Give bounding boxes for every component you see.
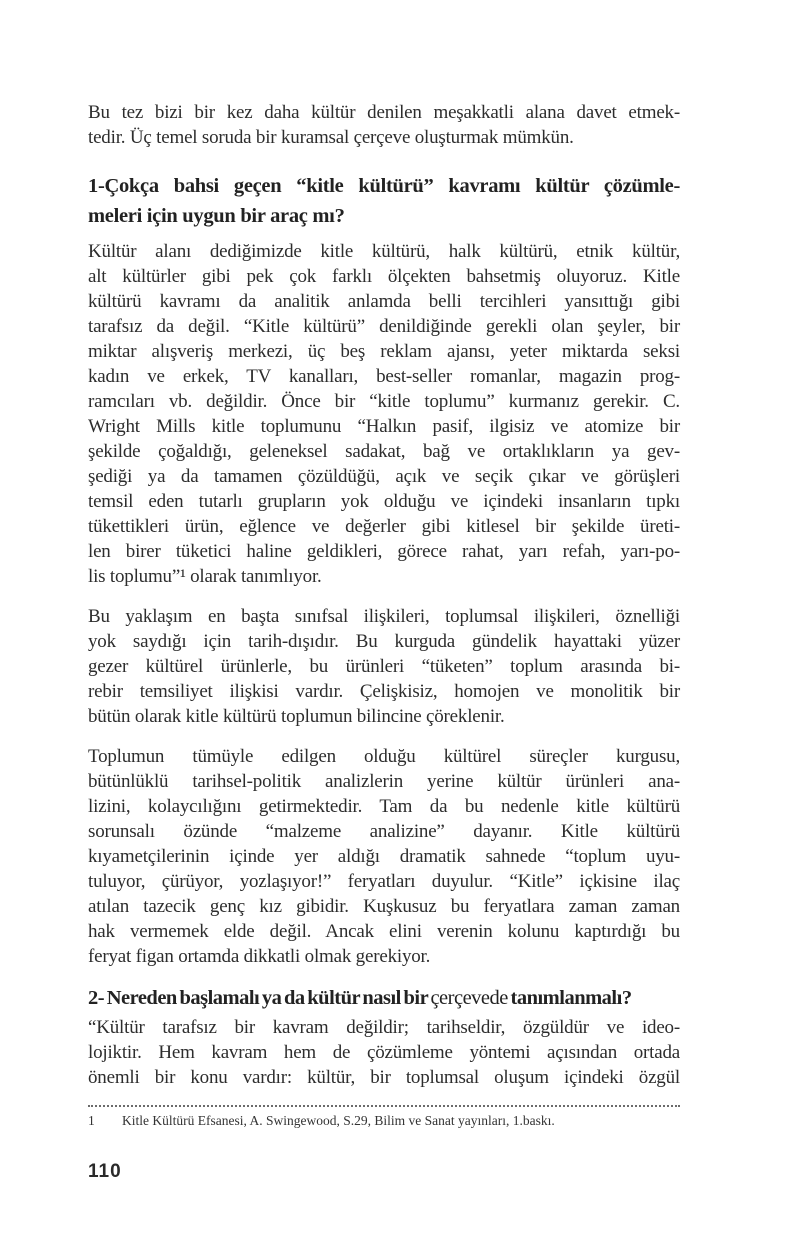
heading-2-bold-end: tanımlanmalı? <box>510 987 632 1009</box>
text-line: Wright Mills kitle toplumunu “Halkın pasif, ilgisiz ve atomize bir <box>88 416 680 437</box>
section-heading-1 <box>88 171 680 231</box>
text-line: tuluyor, çürüyor, yozlaşıyor!” feryatları duyulur. “Kitle” içkisine ilaç <box>88 871 680 892</box>
text-line: şekilde çoğaldığı, geleneksel sadakat, bağ ve ortaklıkların ya gev- <box>88 441 680 462</box>
text-line: temsil eden tutarlı grupların yok olduğu ve içindeki insanların tıpkı <box>88 491 680 512</box>
text-line: meleri için uygun bir araç mı? <box>88 205 345 227</box>
text-line: tarafsız da değil. “Kitle kültürü” denildiğinde gerekli olan şeyler, bir <box>88 316 680 337</box>
text-line: kıyametçilerinin içinde yer aldığı dramatik sahnede “toplum uyu- <box>88 846 680 867</box>
page-number: 110 <box>88 1161 122 1182</box>
text-line: tükettikleri ürün, eğlence ve değerler gibi kitlesel bir şekilde üreti- <box>88 516 680 537</box>
text-line: kadın ve erkek, TV kanalları, best-seller romanlar, magazin prog- <box>88 366 680 387</box>
text-line: hak vermemek elde değil. Ancak elini verenin kolunu kaptırdığı bu <box>88 921 680 942</box>
paragraph-passive-society <box>88 744 680 969</box>
text-line: alt kültürler gibi pek çok farklı ölçekten bahsetmiş oluyoruz. Kitle <box>88 266 680 287</box>
text-line: feryat figan ortamda dikkatli olmak gerekiyor. <box>88 946 431 967</box>
text-line: lizini, kolaycılığını getirmektedir. Tam da bu nedenle kitle kültürü <box>88 796 680 817</box>
text-line: gezer kültürel ürünlerle, bu ürünleri “tüketen” toplum arasında bi- <box>88 656 680 677</box>
paragraph-approach-critique <box>88 604 680 729</box>
text-line: Bu yaklaşım en başta sınıfsal ilişkileri, toplumsal ilişkileri, öznelliği <box>88 606 680 627</box>
text-line: rebir temsiliyet ilişkisi vardır. Çelişkisiz, homojen ve monolitik bir <box>88 681 680 702</box>
text-line: len birer tüketici haline geldikleri, görece rahat, yarı refah, yarı-po- <box>88 541 680 562</box>
text-line: ramcıları vb. değildir. Önce bir “kitle toplumu” kurmanız gerekir. C. <box>88 391 680 412</box>
text-line: bütünlüklü tarihsel-politik analizlerin yerine kültür ürünleri ana- <box>88 771 680 792</box>
text-line: 1-Çokça bahsi geçen “kitle kültürü” kavramı kültür çözümle- <box>88 175 680 197</box>
text-line: önemli bir konu vardır: kültür, bir toplumsal oluşum içindeki özgül <box>88 1067 680 1088</box>
footnote-number: 1 <box>88 1113 95 1128</box>
paragraph-mass-culture <box>88 239 680 589</box>
text-line: tedir. Üç temel soruda bir kuramsal çerçeve oluşturmak mümkün. <box>88 127 574 148</box>
text-line: sorunsalı özünde “malzeme analizine” dayanır. Kitle kültürü <box>88 821 680 842</box>
text-line: yok saydığı için tarih-dışıdır. Bu kurguda gündelik hayattaki yüzer <box>88 631 680 652</box>
text-line: “Kültür tarafsız bir kavram değildir; tarihseldir, özgüldür ve ideo- <box>88 1017 680 1038</box>
intro-paragraph <box>88 100 680 150</box>
text-line: lis toplumu”¹ olarak tanımlıyor. <box>88 566 322 587</box>
text-line: kültürü kavramı da analitik anlamda belli tercihleri yansıttığı gibi <box>88 291 680 312</box>
paragraph-culture-definition <box>88 1015 680 1090</box>
text-line: Bu tez bizi bir kez daha kültür denilen meşakkatli alana davet etmek- <box>88 102 680 123</box>
text-line: Toplumun tümüyle edilgen olduğu kültürel süreçler kurgusu, <box>88 746 680 767</box>
footnote-text: Kitle Kültürü Efsanesi, A. Swingewood, S.29, Bilim ve Sanat yayınları, 1.baskı. <box>122 1113 555 1128</box>
text-line: Kültür alanı dediğimizde kitle kültürü, halk kültürü, etnik kültür, <box>88 241 680 262</box>
heading-2-regular: çerçevede <box>430 987 511 1009</box>
text-line: lojiktir. Hem kavram hem de çözümleme yöntemi açısından ortada <box>88 1042 680 1063</box>
footnote <box>88 1105 680 1129</box>
text-line: şediği ya da tamamen çözüldüğü, açık ve seçik çıkar ve görüşleri <box>88 466 680 487</box>
text-line: miktar alışveriş merkezi, üç beş reklam ajansı, yeter miktarda seksi <box>88 341 680 362</box>
section-heading-2 <box>88 985 680 1011</box>
text-line: bütün olarak kitle kültürü toplumun bilincine çöreklenir. <box>88 706 505 727</box>
heading-2-bold-start: 2- Nereden başlamalı ya da kültür nasıl bir <box>88 987 431 1009</box>
text-line: atılan tazecik genç kız gibidir. Kuşkusuz bu feryatlara zaman zaman <box>88 896 680 917</box>
